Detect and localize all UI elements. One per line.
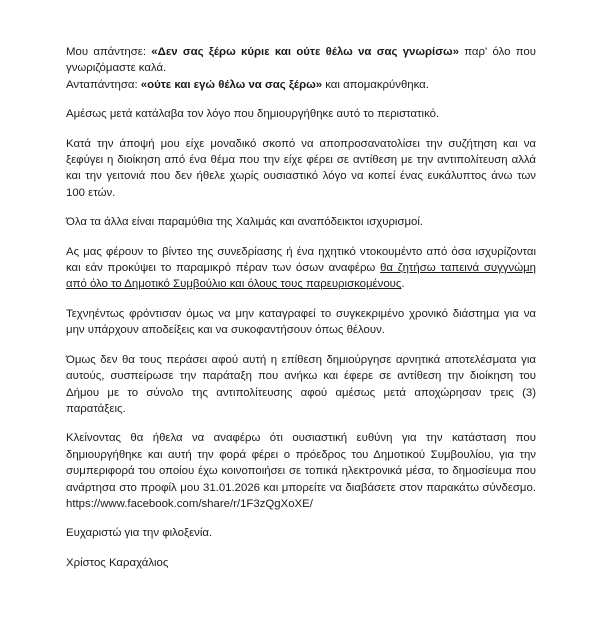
reply-intro: Μου απάντησε: — [66, 46, 152, 58]
paragraph-thanks: Ευχαριστώ για την φιλοξενία. — [66, 527, 213, 540]
counter-tail: και απομακρύνθηκα. — [322, 78, 429, 91]
paragraph-reply — [66, 44, 536, 77]
video-request-end: . — [401, 278, 405, 291]
reply-tail: παρ' όλο που γνωριζόμαστε καλά. — [66, 46, 536, 75]
counter-intro: Ανταπάντησα: — [66, 78, 141, 91]
video-request-text: Ας μας φέρουν το βίντεο της συνεδρίασης ή ένα ηχητικό ντοκουμέντο από όσα ισχυρίζονται και εάν προκύψει το παραμικρό πέραν των όσων αναφέρω — [66, 245, 536, 275]
paragraph-counter-reply — [66, 77, 536, 93]
paragraph-consequences: Όμως δεν θα τους περάσει αφού αυτή η επίθεση δημιούργησε αρνητικά αποτελέσματα για αυτούς, συσπείρωσε την παράταξη που ανήκω και έφερε σε αντίθεση την διοίκηση του Δήμου με το σύνολο της αντιπολίτευσης αφού αμέσως μετά αποχώρησαν τρεις (3) παρατάξεις. — [66, 353, 536, 415]
counter-quote: «ούτε και εγώ θέλω να σας ξέρω» — [140, 78, 323, 91]
reply-quote: «Δεν σας ξέρω κύριε και ούτε θέλω να σας γνωρίσω» — [151, 46, 459, 58]
paragraph-fairytales: Όλα τα άλλα είναι παραμύθια της Χαλιμάς και αναπόδεικτοι ισχυρισμοί. — [66, 216, 424, 229]
paragraph-opinion: Κατά την άποψή μου είχε μοναδικό σκοπό να αποπροσανατολίσει την συζήτηση και να ξεφύγει η διοίκηση από ένα θέμα που την είχε φέρει σε αντίθεση με την αντιπολίτευση αλλά και την γειτονιά που δεν ήθελε χωρίς ουσιαστικό λόγο να κοπεί ένας ευκάλυπτος άνω των 100 ετών. — [66, 137, 536, 199]
paragraph-not-recorded: Τεχνηέντως φρόντισαν όμως να μην καταγραφεί το συγκεκριμένο χρονικό διάστημα για να μην υπάρχουν αποδείξεις και να συκοφαντήσουν όπως θέλουν. — [66, 307, 536, 337]
paragraph-realization: Αμέσως μετά κατάλαβα τον λόγο που δημιουργήθηκε αυτό το περιστατικό. — [66, 108, 440, 121]
letter-body — [66, 44, 536, 584]
signature: Χρίστος Καραχάλιος — [66, 556, 169, 569]
paragraph-closing: Κλείνοντας θα ήθελα να αναφέρω ότι ουσιαστική ευθύνη για την κατάσταση που δημιουργήθηκε και αυτή την φορά φέρει ο πρόεδρος του Δημοτικού Συμβουλίου, για την συμπεριφορά του οποίου έχω κοινοποιήσει σε τοπικά ηλεκτρονικά μέσα, το δημοσίευμα που ανάρτησα στο προφίλ μου 31.01.2026 και μπορείτε να διαβάσετε στον παρακάτω σύνδεσμο. https://www.facebook.com/share/r/1F3zQgXoXE/ — [66, 432, 536, 510]
apology-underlined: θα ζητήσω ταπεινά συγγνώμη από όλο το Δημοτικό Συμβούλιο και όλους τους παρευρισκομένους — [66, 262, 536, 291]
paragraph-video-request — [66, 244, 536, 293]
